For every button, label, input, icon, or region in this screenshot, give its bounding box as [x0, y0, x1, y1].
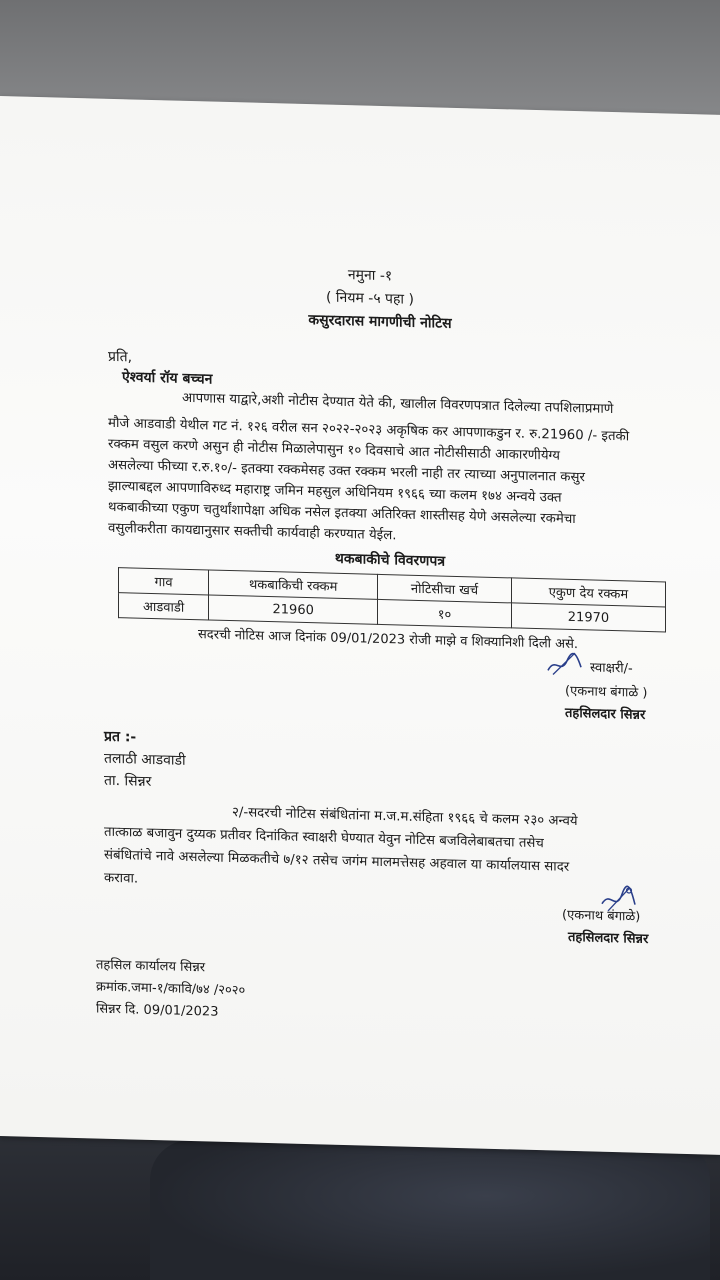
- body-line: आपणास याद्वारे,अशी नोटीस देण्यात येते की, खालील विवरणपत्रात दिलेल्या तपशिलाप्रमाणे: [182, 390, 614, 418]
- signatory-designation: तहसिलदार सिन्नर: [565, 705, 646, 723]
- cell-village: आडवाडी: [119, 593, 209, 620]
- body-line: थकबाकीच्या एकुण चतुर्थांशापेक्षा अधिक नसेल इतक्या अतिरिक्त शास्तीसह येणे असलेल्या रकमेचा: [108, 499, 576, 528]
- to-label: प्रति,: [108, 348, 133, 366]
- header-arrears-amount: थकबाकिची रक्कम: [209, 570, 378, 599]
- header-notice-cost: नोटिसीचा खर्च: [378, 574, 512, 603]
- notice-title: कसुरदारास मागणीची नोटिस: [308, 312, 452, 332]
- issue-line: सदरची नोटिस आज दिनांक 09/01/2023 रोजी माझे व शिक्यानिशी दिली असे.: [198, 627, 578, 653]
- cell-arrears-amount: 21960: [209, 595, 378, 624]
- rule-reference: ( नियम -५ पहा ): [326, 289, 414, 308]
- place-date: सिन्नर दि. 09/01/2023: [96, 1001, 219, 1020]
- copy-to-line2: ता. सिन्नर: [104, 772, 152, 790]
- body-line: असलेल्या फीच्या र.रु.१०/- इतक्या रक्कमेसह उक्त रक्कम भरली नाही तर त्याच्या अनुपालनात कसुर: [108, 457, 585, 486]
- dues-table: [118, 567, 666, 632]
- copy-signatory-name: (एकनाथ बंगाळे): [562, 907, 641, 925]
- cell-total-due: 21970: [511, 603, 665, 632]
- form-number: नमुना -१: [347, 267, 393, 285]
- signature-mark-icon: [545, 648, 585, 679]
- office-name: तहसिल कार्यालय सिन्नर: [96, 957, 206, 976]
- header-total-due: एकुण देय रक्कम: [511, 578, 665, 607]
- copy-signatory-designation: तहसिलदार सिन्नर: [568, 929, 649, 947]
- body-line: मौजे आडवाडी येथील गट नं. १२६ वरील सन २०२२-२०२३ अकृषिक कर आपणाकडुन र. रु.21960 /- इतकी: [108, 415, 630, 445]
- signatory-name: (एकनाथ बंगाळे ): [565, 683, 648, 701]
- cell-notice-cost: १०: [378, 599, 512, 628]
- reference-number: क्रमांक.जमा-१/कावि/७४ /२०२०: [96, 979, 246, 999]
- copy-body-line: २/-सदरची नोटिस संबंधितांना म.ज.म.संहिता १९६६ चे कलम २३० अन्वये: [232, 805, 578, 830]
- copy-body-line: तात्काळ बजावुन दुय्यक प्रतीवर दिनांकित स्वाक्षरी घेण्यात येवुन नोटिस बजविलेबाबतचा तसेच: [104, 824, 544, 852]
- body-line: वसुलीकरीता कायद्यानुसार सक्तीची कार्यवाही करण्यात येईल.: [108, 520, 397, 544]
- recipient-name: ऐश्वर्या रॉय बच्चन: [122, 369, 213, 388]
- table-title: थकबाकीचे विवरणपत्र: [334, 550, 446, 570]
- body-line: झाल्याबद्दल आपणाविरुध्द महाराष्ट्र जमिन महसुल अधिनियम १९६६ च्या कलम १७४ अन्वये उक्त: [108, 478, 562, 506]
- copy-body-line: संबंधितांचे नावे असलेल्या मिळकतीचे ७/१२ तसेच जगंम मालमत्तेसह अहवाल या कार्यालयास सादर: [104, 847, 570, 875]
- signature-label: स्वाक्षरी/-: [590, 660, 633, 677]
- notice-document: [0, 96, 720, 1155]
- header-village: गाव: [119, 568, 209, 595]
- copy-label: प्रत :-: [104, 728, 137, 746]
- copy-body-line: करावा.: [104, 870, 139, 887]
- body-line: रक्कम वसुल करणे असुन ही नोटीस मिळालेपासुन १० दिवसाचे आत नोटीसीसाठी आकारणीयेग्य: [108, 436, 560, 464]
- copy-to-line1: तलाठी आडवाडी: [104, 750, 186, 769]
